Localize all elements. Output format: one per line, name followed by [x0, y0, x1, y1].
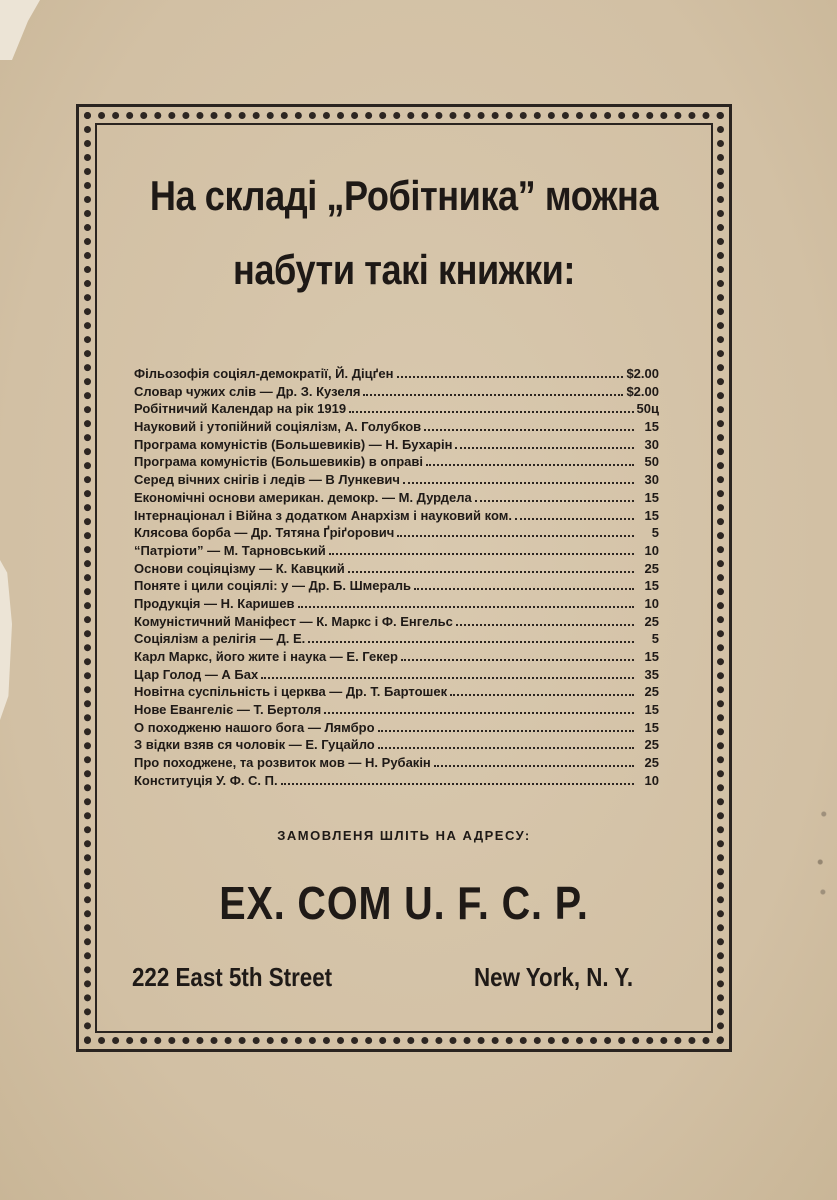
- book-price: 15: [644, 419, 659, 435]
- book-price: 15: [644, 649, 659, 664]
- book-title: Соціялізм а релігія — Д. Е.: [134, 631, 306, 647]
- book-price: 50: [644, 454, 659, 470]
- dot-leader: [456, 615, 634, 626]
- address-street: 222 East 5th Street: [132, 962, 333, 992]
- book-list-item: [134, 366, 659, 384]
- book-list-item: [134, 525, 659, 543]
- book-price: 5: [651, 525, 659, 541]
- book-list-item: [134, 454, 659, 472]
- book-price: 15: [644, 489, 659, 505]
- book-price: 15: [644, 507, 659, 523]
- book-title: Клясова борба — Др. Тятяна Ґріґорович: [134, 525, 395, 541]
- dot-leader: [329, 544, 634, 555]
- book-price: 30: [644, 472, 659, 488]
- book-title: Новітна суспільність і церква — Др. Т. Бартошек: [134, 684, 448, 700]
- headline-line-2: набути такі книжки:: [233, 246, 575, 293]
- order-instruction: ЗАМОВЛЕНЯ ШЛІТЬ НА АДРЕСУ:: [277, 828, 531, 843]
- book-list: [134, 366, 659, 791]
- book-list-item: [134, 614, 659, 632]
- book-title: Карл Маркс, його жите і наука — Е. Гекер: [134, 649, 398, 664]
- book-list-item: [134, 684, 659, 702]
- organization-name: EX. COM U. F. C. P.: [219, 877, 589, 929]
- book-list-item: [134, 737, 659, 755]
- dot-leader: [261, 668, 634, 679]
- book-list-item: [134, 667, 659, 685]
- book-list-item: [134, 720, 659, 738]
- book-title: Економічні основи американ. демокр. — М. Дурдела: [134, 489, 472, 505]
- book-price: 35: [644, 666, 659, 682]
- book-list-item: [134, 437, 659, 455]
- book-price: 25: [644, 684, 659, 700]
- book-price: 25: [644, 737, 659, 753]
- dot-leader: [397, 367, 624, 378]
- book-price: 15: [644, 719, 659, 735]
- book-price: 50ц: [636, 401, 659, 417]
- book-list-item: [134, 472, 659, 490]
- book-list-item: [134, 578, 659, 596]
- dot-leader: [426, 455, 634, 466]
- book-list-item: [134, 561, 659, 579]
- book-price: 15: [644, 578, 659, 594]
- dot-leader: [363, 385, 623, 396]
- book-price: 5: [651, 631, 659, 647]
- book-title: Цар Голод — А Бах: [134, 666, 259, 682]
- book-title: Продукція — Н. Каришев: [134, 595, 295, 611]
- book-price: $2.00: [626, 366, 659, 381]
- book-list-item: [134, 649, 659, 667]
- book-price: 30: [644, 436, 659, 452]
- address-city: New York, N. Y.: [474, 962, 634, 992]
- book-title: Словар чужих слів — Др. З. Кузеля: [134, 383, 361, 399]
- book-price: 25: [644, 560, 659, 576]
- dot-leader: [455, 438, 634, 449]
- book-title: Програма комуністів (Большевиків) в оправі: [134, 454, 423, 470]
- book-title: Нове Евангеліє — Т. Бертоля: [134, 702, 322, 718]
- dot-leader: [424, 420, 634, 431]
- dot-leader: [397, 526, 634, 537]
- dot-leader: [475, 491, 634, 502]
- dot-leader: [403, 473, 634, 484]
- book-list-item: [134, 384, 659, 402]
- book-title: Інтернаціонал і Війна з додатком Анархізм і науковий ком.: [134, 507, 512, 523]
- book-title: Основи соціяцізму — К. Кавцкий: [134, 560, 345, 576]
- book-price: 10: [644, 772, 659, 788]
- book-list-item: [134, 755, 659, 773]
- dot-leader: [324, 703, 634, 714]
- book-title: Програма комуністів (Большевиків) — Н. Бухарін: [134, 436, 453, 452]
- dot-leader: [434, 756, 634, 767]
- book-list-item: [134, 631, 659, 649]
- book-title: Серед вічних снігів і ледів — В Лункевич: [134, 472, 400, 488]
- dot-leader: [281, 774, 634, 785]
- book-price: 25: [644, 613, 659, 629]
- book-price: $2.00: [626, 383, 659, 399]
- book-title: Комуністичний Маніфест — К. Маркс і Ф. Енгельс: [134, 613, 453, 629]
- book-price: 10: [644, 595, 659, 611]
- torn-edge: [0, 560, 12, 720]
- book-title: Робітничий Календар на рік 1919: [134, 401, 347, 417]
- book-price: 25: [644, 755, 659, 771]
- book-list-item: [134, 596, 659, 614]
- book-title: О походженю нашого бога — Лямбро: [134, 719, 375, 735]
- book-price: 10: [644, 542, 659, 558]
- dot-leader: [378, 721, 634, 732]
- book-title: З відки взяв ся чоловік — Е. Гуцайло: [134, 737, 375, 753]
- dot-leader: [401, 650, 634, 661]
- book-list-item: [134, 773, 659, 791]
- paper-stain: [813, 790, 831, 910]
- book-list-item: [134, 702, 659, 720]
- headline-line-1: На складі „Робітника” можна: [149, 172, 659, 219]
- book-list-item: [134, 401, 659, 419]
- dot-leader: [515, 509, 634, 520]
- dot-leader: [450, 685, 634, 696]
- book-title: Конституція У. Ф. С. П.: [134, 772, 278, 788]
- book-list-item: [134, 490, 659, 508]
- book-title: Про походжене, та розвиток мов — Н. Рубакін: [134, 755, 431, 771]
- book-list-item: [134, 543, 659, 561]
- book-title: “Патріоти” — М. Тарновський: [134, 542, 326, 558]
- dot-leader: [349, 402, 633, 413]
- book-list-item: [134, 419, 659, 437]
- torn-corner: [0, 0, 40, 60]
- dot-leader: [298, 597, 634, 608]
- book-title: Науковий і утопійний соціялізм, А. Голубков: [134, 419, 422, 435]
- dot-leader: [308, 632, 634, 643]
- dot-leader: [414, 579, 634, 590]
- book-price: 15: [644, 702, 659, 718]
- dot-leader: [378, 738, 634, 749]
- dot-leader: [348, 562, 634, 573]
- book-title: Фільозофія соціял-демократії, Й. Діцґен: [134, 366, 394, 381]
- book-list-item: [134, 508, 659, 526]
- book-title: Поняте і цили соціялі: у — Др. Б. Шмераль: [134, 578, 411, 594]
